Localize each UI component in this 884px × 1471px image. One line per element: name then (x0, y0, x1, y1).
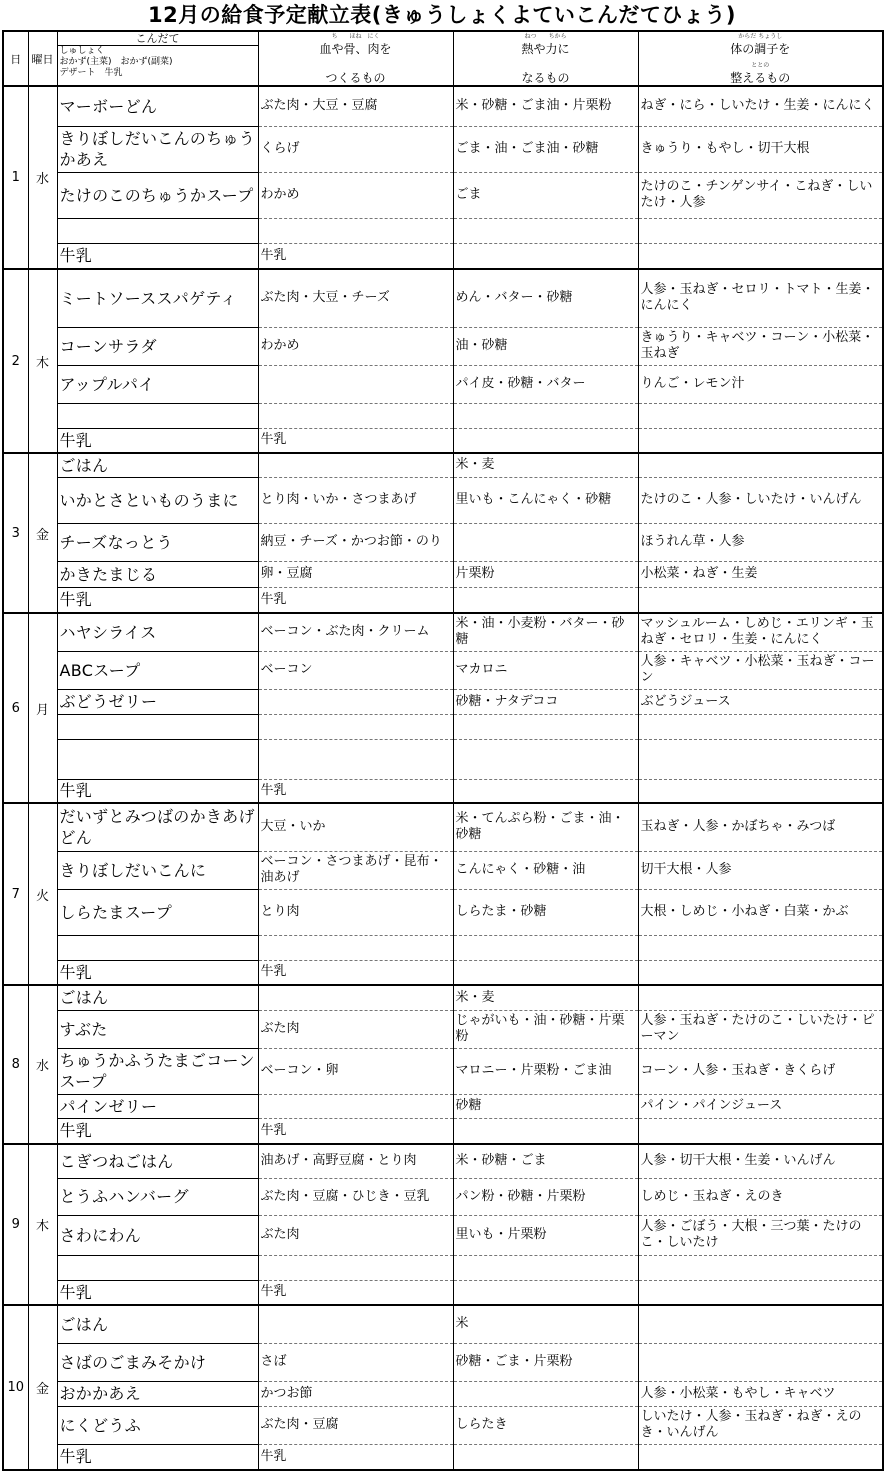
yellow-group-ingredients (453, 1280, 638, 1305)
header-menu-caption: こんだて (58, 32, 258, 46)
menu-row (3, 587, 883, 613)
header-ruby: ち ほね にく (331, 33, 380, 40)
header-dow: 曜日 (28, 31, 57, 86)
green-group-ingredients (638, 243, 883, 269)
dish-name: にくどうふ (57, 1406, 258, 1444)
yellow-group-ingredients (453, 428, 638, 453)
green-group-ingredients (638, 935, 883, 960)
dish-name: しらたまスープ (57, 889, 258, 935)
day-of-week: 金 (28, 453, 57, 613)
menu-row (3, 269, 883, 327)
yellow-group-ingredients: 片栗粉 (453, 561, 638, 587)
day-of-week: 木 (28, 1144, 57, 1305)
menu-row (3, 1305, 883, 1343)
dish-name: ごはん (57, 1305, 258, 1343)
green-group-ingredients: たけのこ・人参・しいたけ・いんげん (638, 477, 883, 523)
red-group-ingredients: かつお節 (258, 1381, 453, 1406)
dish-name: 牛乳 (57, 960, 258, 985)
day-of-week: 水 (28, 86, 57, 269)
dish-name: 牛乳 (57, 587, 258, 613)
red-group-ingredients (258, 453, 453, 477)
green-group-ingredients (638, 1305, 883, 1343)
day-of-week: 水 (28, 985, 57, 1144)
header-ruby: ねつ ちから (524, 33, 567, 40)
header-green-group (638, 31, 883, 86)
menu-row (3, 327, 883, 365)
menu-row (3, 651, 883, 689)
green-group-ingredients (638, 1255, 883, 1280)
red-group-ingredients: とり肉・いか・さつまあげ (258, 477, 453, 523)
green-group-ingredients: マッシュルーム・しめじ・エリンギ・玉ねぎ・セロリ・生姜・にんにく (638, 613, 883, 651)
red-group-ingredients (258, 1305, 453, 1343)
dish-name: とうふハンバーグ (57, 1178, 258, 1215)
header-menu-line: デザート 牛乳 (59, 68, 123, 78)
green-group-ingredients: コーン・人参・玉ねぎ・きくらげ (638, 1048, 883, 1094)
menu-row (3, 1255, 883, 1280)
menu-body (3, 86, 883, 1470)
yellow-group-ingredients: しらたま・砂糖 (453, 889, 638, 935)
red-group-ingredients (258, 403, 453, 428)
dish-name: すぶた (57, 1010, 258, 1048)
red-group-ingredients (258, 218, 453, 243)
red-group-ingredients: 牛乳 (258, 428, 453, 453)
red-group-ingredients: ぶた肉・大豆・豆腐 (258, 86, 453, 126)
yellow-group-ingredients (453, 1255, 638, 1280)
header-ruby: からだ ちょうし (738, 33, 783, 40)
dish-name: ちゅうかふうたまごコーンスープ (57, 1048, 258, 1094)
header-day: 日 (3, 31, 28, 86)
menu-row (3, 714, 883, 739)
day-of-week: 火 (28, 803, 57, 985)
yellow-group-ingredients: パン粉・砂糖・片栗粉 (453, 1178, 638, 1215)
green-group-ingredients: 小松菜・ねぎ・生姜 (638, 561, 883, 587)
red-group-ingredients: さば (258, 1343, 453, 1381)
menu-row (3, 523, 883, 561)
dish-name: チーズなっとう (57, 523, 258, 561)
yellow-group-ingredients: しらたき (453, 1406, 638, 1444)
red-group-ingredients: ベーコン (258, 651, 453, 689)
green-group-ingredients (638, 1343, 883, 1381)
dish-name: ABCスープ (57, 651, 258, 689)
header-yellow-group (453, 31, 638, 86)
yellow-group-ingredients: 米・油・小麦粉・バター・砂糖 (453, 613, 638, 651)
day-number: 2 (3, 269, 28, 453)
yellow-group-ingredients (453, 587, 638, 613)
green-group-ingredients: 人参・玉ねぎ・たけのこ・しいたけ・ピーマン (638, 1010, 883, 1048)
dish-name: 牛乳 (57, 428, 258, 453)
dish-name: さばのごまみそかけ (57, 1343, 258, 1381)
menu-table (2, 30, 884, 1471)
menu-row (3, 1406, 883, 1444)
menu-row (3, 243, 883, 269)
menu-row (3, 889, 883, 935)
green-group-ingredients (638, 587, 883, 613)
header-group-line2: なるもの (521, 71, 570, 85)
menu-row (3, 1010, 883, 1048)
green-group-ingredients (638, 428, 883, 453)
green-group-ingredients: ねぎ・にら・しいたけ・生姜・にんにく (638, 86, 883, 126)
menu-row (3, 779, 883, 803)
dish-name: さわにわん (57, 1215, 258, 1255)
yellow-group-ingredients: こんにゃく・砂糖・油 (453, 851, 638, 889)
dish-name: 牛乳 (57, 243, 258, 269)
green-group-ingredients: しいたけ・人参・玉ねぎ・ねぎ・えのき・いんげん (638, 1406, 883, 1444)
yellow-group-ingredients: 砂糖・ナタデココ (453, 689, 638, 714)
day-number: 6 (3, 613, 28, 803)
dish-name (57, 714, 258, 739)
yellow-group-ingredients: めん・バター・砂糖 (453, 269, 638, 327)
dish-name: 牛乳 (57, 1280, 258, 1305)
green-group-ingredients: パイン・パインジュース (638, 1094, 883, 1118)
dish-name (57, 935, 258, 960)
green-group-ingredients: 切干大根・人参 (638, 851, 883, 889)
menu-row (3, 613, 883, 651)
dish-name: ごはん (57, 985, 258, 1010)
green-group-ingredients (638, 1444, 883, 1470)
menu-row (3, 1118, 883, 1144)
green-group-ingredients (638, 1280, 883, 1305)
red-group-ingredients: ベーコン・卵 (258, 1048, 453, 1094)
red-group-ingredients (258, 985, 453, 1010)
dish-name: だいずとみつばのかきあげどん (57, 803, 258, 851)
menu-row (3, 1343, 883, 1381)
dish-name (57, 739, 258, 779)
green-group-ingredients: しめじ・玉ねぎ・えのき (638, 1178, 883, 1215)
yellow-group-ingredients: マロニー・片栗粉・ごま油 (453, 1048, 638, 1094)
menu-row (3, 561, 883, 587)
day-of-week: 金 (28, 1305, 57, 1470)
yellow-group-ingredients: 油・砂糖 (453, 327, 638, 365)
green-group-ingredients: 人参・玉ねぎ・セロリ・トマト・生姜・にんにく (638, 269, 883, 327)
green-group-ingredients (638, 403, 883, 428)
yellow-group-ingredients (453, 960, 638, 985)
yellow-group-ingredients: 里いも・こんにゃく・砂糖 (453, 477, 638, 523)
menu-row (3, 1280, 883, 1305)
menu-row (3, 218, 883, 243)
menu-row (3, 1094, 883, 1118)
day-number: 10 (3, 1305, 28, 1470)
yellow-group-ingredients (453, 935, 638, 960)
menu-row (3, 403, 883, 428)
red-group-ingredients (258, 1255, 453, 1280)
yellow-group-ingredients: 米 (453, 1305, 638, 1343)
dish-name: たけのこのちゅうかスープ (57, 172, 258, 218)
menu-row (3, 428, 883, 453)
dish-name (57, 1255, 258, 1280)
dish-name: かきたまじる (57, 561, 258, 587)
header-menu-line: おかず(主菜) おかず(副菜) (59, 57, 173, 67)
dish-name: きりぼしだいこんのちゅうかあえ (57, 126, 258, 172)
yellow-group-ingredients: 砂糖 (453, 1094, 638, 1118)
green-group-ingredients (638, 1118, 883, 1144)
yellow-group-ingredients: マカロニ (453, 651, 638, 689)
dish-name: こぎつねごはん (57, 1144, 258, 1178)
yellow-group-ingredients: 里いも・片栗粉 (453, 1215, 638, 1255)
red-group-ingredients: わかめ (258, 327, 453, 365)
yellow-group-ingredients: 米・麦 (453, 453, 638, 477)
yellow-group-ingredients (453, 218, 638, 243)
green-group-ingredients: たけのこ・チンゲンサイ・こねぎ・しいたけ・人参 (638, 172, 883, 218)
green-group-ingredients: りんご・レモン汁 (638, 365, 883, 403)
dish-name: 牛乳 (57, 1118, 258, 1144)
yellow-group-ingredients (453, 403, 638, 428)
green-group-ingredients: 大根・しめじ・小ねぎ・白菜・かぶ (638, 889, 883, 935)
red-group-ingredients: 油あげ・高野豆腐・とり肉 (258, 1144, 453, 1178)
menu-row (3, 851, 883, 889)
dish-name: アップルパイ (57, 365, 258, 403)
red-group-ingredients (258, 689, 453, 714)
red-group-ingredients: とり肉 (258, 889, 453, 935)
menu-row (3, 86, 883, 126)
menu-row (3, 1178, 883, 1215)
red-group-ingredients (258, 714, 453, 739)
red-group-ingredients: 牛乳 (258, 587, 453, 613)
dish-name: きりぼしだいこんに (57, 851, 258, 889)
menu-row (3, 1444, 883, 1470)
menu-row (3, 935, 883, 960)
yellow-group-ingredients (453, 243, 638, 269)
page-title: 12月の給食予定献立表(きゅうしょくよていこんだてひょう) (148, 3, 736, 27)
red-group-ingredients: 卵・豆腐 (258, 561, 453, 587)
green-group-ingredients: 人参・キャベツ・小松菜・玉ねぎ・コーン (638, 651, 883, 689)
red-group-ingredients: ぶた肉・豆腐 (258, 1406, 453, 1444)
red-group-ingredients: 牛乳 (258, 779, 453, 803)
yellow-group-ingredients: ごま・油・ごま油・砂糖 (453, 126, 638, 172)
green-group-ingredients: 人参・切干大根・生姜・いんげん (638, 1144, 883, 1178)
red-group-ingredients (258, 739, 453, 779)
red-group-ingredients: ベーコン・ぶた肉・クリーム (258, 613, 453, 651)
green-group-ingredients: 人参・ごぼう・大根・三つ葉・たけのこ・しいたけ (638, 1215, 883, 1255)
dish-name: 牛乳 (57, 1444, 258, 1470)
header-group-line1: 血や骨、肉を (319, 42, 392, 56)
green-group-ingredients (638, 739, 883, 779)
green-group-ingredients: きゅうり・もやし・切干大根 (638, 126, 883, 172)
red-group-ingredients: ぶた肉・豆腐・ひじき・豆乳 (258, 1178, 453, 1215)
day-of-week: 月 (28, 613, 57, 803)
menu-row (3, 172, 883, 218)
green-group-ingredients (638, 985, 883, 1010)
header-row (3, 31, 883, 86)
header-menu (57, 31, 258, 86)
red-group-ingredients: ぶた肉 (258, 1010, 453, 1048)
red-group-ingredients: 牛乳 (258, 243, 453, 269)
menu-row (3, 739, 883, 779)
red-group-ingredients (258, 935, 453, 960)
red-group-ingredients: わかめ (258, 172, 453, 218)
dish-name: ぶどうゼリー (57, 689, 258, 714)
header-ruby: ととの (751, 62, 770, 69)
menu-row (3, 126, 883, 172)
red-group-ingredients: ベーコン・さつまあげ・昆布・油あげ (258, 851, 453, 889)
green-group-ingredients: ぶどうジュース (638, 689, 883, 714)
dish-name: おかかあえ (57, 1381, 258, 1406)
dish-name: コーンサラダ (57, 327, 258, 365)
yellow-group-ingredients (453, 1381, 638, 1406)
header-group-line2: つくるもの (325, 71, 386, 85)
yellow-group-ingredients (453, 714, 638, 739)
header-group-line1: 体の調子を (730, 42, 791, 56)
menu-row (3, 365, 883, 403)
red-group-ingredients: 大豆・いか (258, 803, 453, 851)
dish-name: ごはん (57, 453, 258, 477)
green-group-ingredients: ほうれん草・人参 (638, 523, 883, 561)
yellow-group-ingredients (453, 1444, 638, 1470)
menu-row (3, 1144, 883, 1178)
yellow-group-ingredients: 砂糖・ごま・片栗粉 (453, 1343, 638, 1381)
red-group-ingredients: くらげ (258, 126, 453, 172)
dish-name: いかとさといものうまに (57, 477, 258, 523)
red-group-ingredients: ぶた肉 (258, 1215, 453, 1255)
red-group-ingredients (258, 365, 453, 403)
dish-name: 牛乳 (57, 779, 258, 803)
yellow-group-ingredients (453, 523, 638, 561)
menu-row (3, 1048, 883, 1094)
yellow-group-ingredients (453, 1118, 638, 1144)
menu-row (3, 477, 883, 523)
dish-name: ミートソーススパゲティ (57, 269, 258, 327)
green-group-ingredients (638, 714, 883, 739)
red-group-ingredients: 納豆・チーズ・かつお節・のり (258, 523, 453, 561)
green-group-ingredients: 玉ねぎ・人参・かぼちゃ・みつば (638, 803, 883, 851)
green-group-ingredients (638, 960, 883, 985)
yellow-group-ingredients: 米・麦 (453, 985, 638, 1010)
yellow-group-ingredients (453, 779, 638, 803)
red-group-ingredients (258, 1094, 453, 1118)
menu-row (3, 1215, 883, 1255)
dish-name: ハヤシライス (57, 613, 258, 651)
menu-row (3, 1381, 883, 1406)
header-menu-line: しゅしょく (59, 46, 105, 56)
yellow-group-ingredients: 米・砂糖・ごま (453, 1144, 638, 1178)
day-number: 7 (3, 803, 28, 985)
red-group-ingredients: 牛乳 (258, 960, 453, 985)
red-group-ingredients: 牛乳 (258, 1280, 453, 1305)
header-group-line1: 熱や力に (521, 42, 570, 56)
header-group-line2: 整えるもの (730, 71, 791, 85)
yellow-group-ingredients (453, 739, 638, 779)
menu-row (3, 803, 883, 851)
green-group-ingredients (638, 453, 883, 477)
menu-row (3, 960, 883, 985)
day-number: 3 (3, 453, 28, 613)
yellow-group-ingredients: ごま (453, 172, 638, 218)
day-number: 9 (3, 1144, 28, 1305)
day-of-week: 木 (28, 269, 57, 453)
dish-name: パインゼリー (57, 1094, 258, 1118)
red-group-ingredients: 牛乳 (258, 1444, 453, 1470)
header-red-group (258, 31, 453, 86)
red-group-ingredients: 牛乳 (258, 1118, 453, 1144)
day-number: 1 (3, 86, 28, 269)
menu-row (3, 985, 883, 1010)
yellow-group-ingredients: 米・てんぷら粉・ごま・油・砂糖 (453, 803, 638, 851)
menu-row (3, 689, 883, 714)
green-group-ingredients (638, 779, 883, 803)
yellow-group-ingredients: パイ皮・砂糖・バター (453, 365, 638, 403)
day-number: 8 (3, 985, 28, 1144)
green-group-ingredients (638, 218, 883, 243)
dish-name (57, 403, 258, 428)
green-group-ingredients: きゅうり・キャベツ・コーン・小松菜・玉ねぎ (638, 327, 883, 365)
yellow-group-ingredients: じゃがいも・油・砂糖・片栗粉 (453, 1010, 638, 1048)
red-group-ingredients: ぶた肉・大豆・チーズ (258, 269, 453, 327)
yellow-group-ingredients: 米・砂糖・ごま油・片栗粉 (453, 86, 638, 126)
dish-name: マーボーどん (57, 86, 258, 126)
green-group-ingredients: 人参・小松菜・もやし・キャベツ (638, 1381, 883, 1406)
menu-row (3, 453, 883, 477)
dish-name (57, 218, 258, 243)
